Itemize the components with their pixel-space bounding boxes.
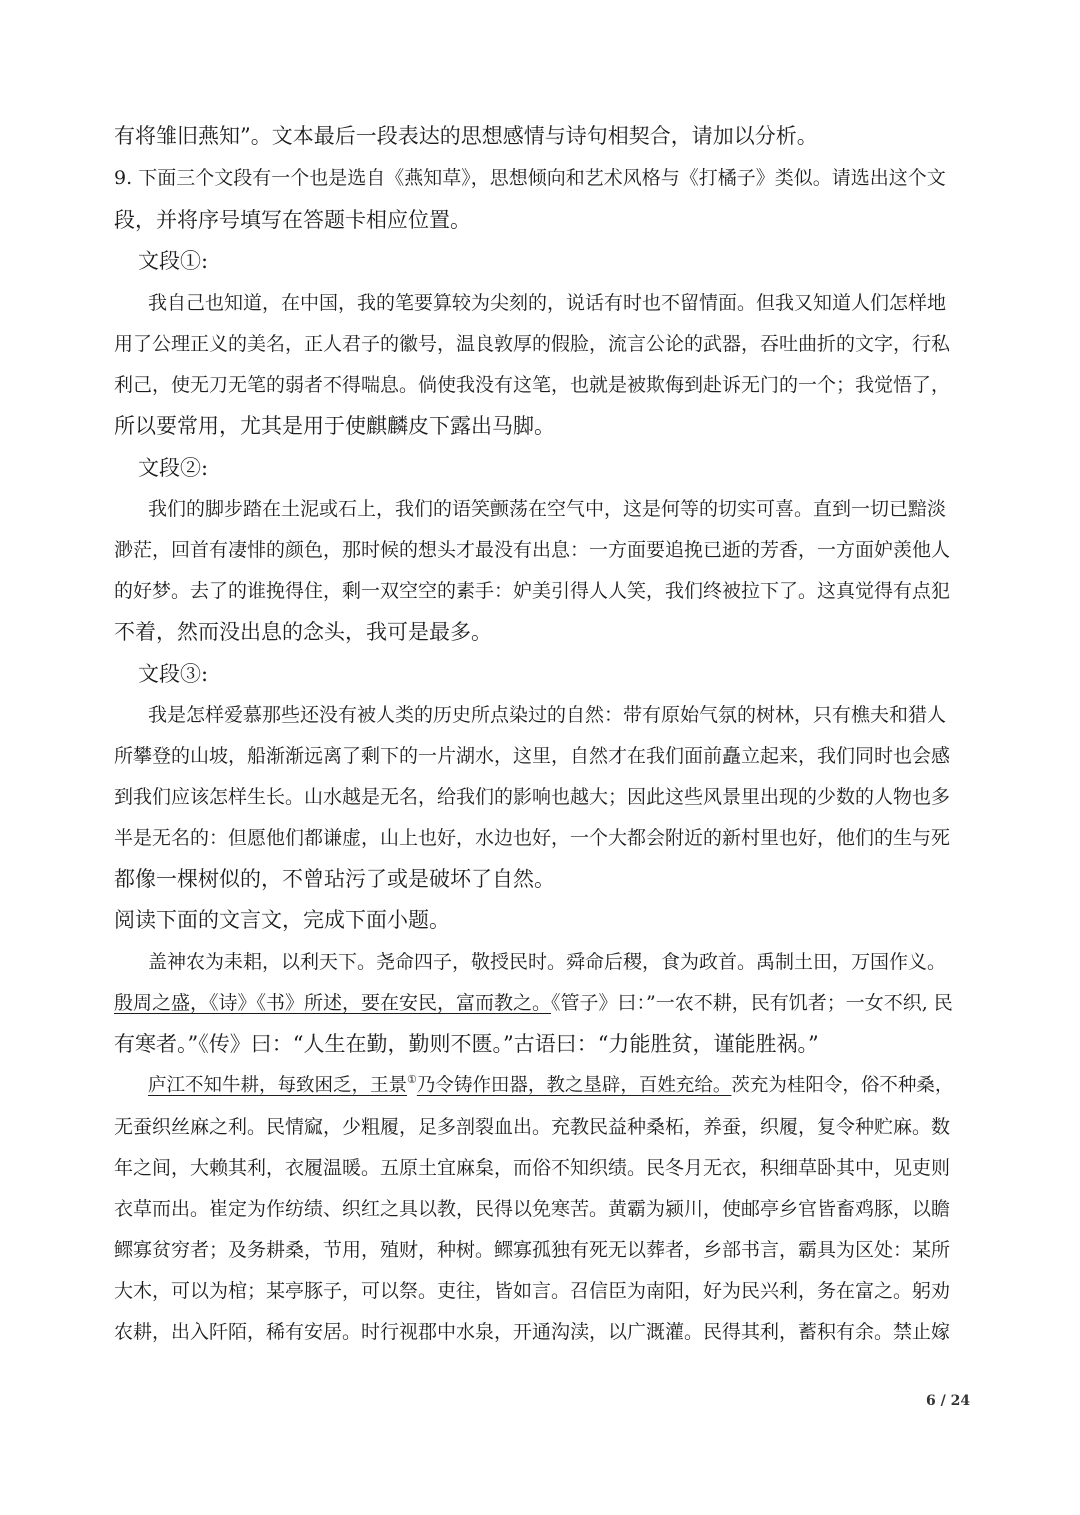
classical-p1-line: 有寒者。”《传》曰：“人生在勤，勤则不匮。”古语曰：“力能胜贫，谨能胜祸。” bbox=[114, 1032, 819, 1056]
classical-p2-line: 无蚕织丝麻之利。民情窳，少粗履，足多剖裂血出。充教民益种桑柘，养蚕，织履，复令种贮麻。数 bbox=[114, 1116, 951, 1138]
classical-p2-line: 年之间，大赖其利，衣履温暖。五原土宜麻枲，而俗不知织绩。民冬月无衣，积细草卧其中，见吏则 bbox=[114, 1157, 951, 1179]
passage-2-line: 我们的脚步踏在土泥或石上，我们的语笑颤荡在空气中，这是何等的切实可喜。直到一切已黯淡 bbox=[148, 498, 947, 520]
passage-3-label: 文段③: bbox=[138, 662, 209, 686]
footnote-marker: ① bbox=[407, 1073, 417, 1086]
passage-3-line: 都像一棵树似的，不曾玷污了或是破坏了自然。 bbox=[114, 867, 555, 891]
underlined-sentence: 庐江不知牛耕，每致困乏，王景 bbox=[148, 1075, 408, 1096]
passage-1-line: 我自己也知道，在中国，我的笔要算较为尖刻的，说话有时也不留情面。但我又知道人们怎样地 bbox=[148, 292, 947, 314]
classical-text: 《管子》曰：”一农不耕，民有饥者；一女不织, 民 bbox=[551, 992, 953, 1014]
classical-p2-line: 衣草而出。崔定为作纺绩、织红之具以教，民得以免寒苦。黄霸为颍川，使邮亭乡官皆畜鸡豚，以瞻 bbox=[114, 1198, 951, 1220]
question-9-line-1 bbox=[114, 163, 946, 193]
passage-1-line: 利己，使无刀无笔的弱者不得喘息。倘使我没有这笔，也就是被欺侮到赴诉无门的一个；我觉悟了， bbox=[114, 374, 951, 396]
classical-text: 茨充为桂阳令，俗不种桑， bbox=[731, 1075, 954, 1096]
passage-3-line: 我是怎样爱慕那些还没有被人类的历史所点染过的自然：带有原始气氛的树林，只有樵夫和猎人 bbox=[148, 704, 947, 726]
passage-1-line: 用了公理正义的美名，正人君子的徽号，温良敦厚的假脸，流言公论的武器，吞吐曲折的文字，行私 bbox=[114, 333, 951, 355]
question-8-tail: 有将雏旧燕知”。文本最后一段表达的思想感情与诗句相契合，请加以分析。 bbox=[114, 124, 818, 148]
classical-p2-line: 大木，可以为棺；某亭豚子，可以祭。吏往，皆如言。召信臣为南阳，好为民兴利，务在富之。躬劝 bbox=[114, 1280, 951, 1302]
question-9-line-2: 段，并将序号填写在答题卡相应位置。 bbox=[114, 208, 471, 232]
question-9-number: 9. bbox=[114, 167, 133, 189]
classical-p1-line bbox=[114, 988, 953, 1018]
question-9-text: 下面三个文段有一个也是选自《燕知草》，思想倾向和艺术风格与《打橘子》类似。请选出这个文 bbox=[138, 167, 946, 189]
passage-3-line: 半是无名的：但愿他们都谦虚，山上也好，水边也好，一个大都会附近的新村里也好，他们的生与死 bbox=[114, 827, 951, 849]
passage-2-line: 渺茫，回首有凄悱的颜色，那时候的想头才最没有出息：一方面要追挽已逝的芳香，一方面妒羡他人 bbox=[114, 539, 951, 561]
passage-1-label: 文段①: bbox=[138, 249, 209, 273]
classical-p2-line: 鳏寡贫穷者；及务耕桑，节用，殖财，种树。鳏寡孤独有死无以葬者，乡部书言，霸具为区处：某所 bbox=[114, 1239, 951, 1261]
classical-p2-line bbox=[148, 1071, 953, 1101]
classical-p2-line: 农耕，出入阡陌，稀有安居。时行视郡中水泉，开通沟渎，以广溉灌。民得其利，蓄积有余。禁止嫁 bbox=[114, 1321, 951, 1343]
page-number: 6 / 24 bbox=[926, 1393, 971, 1409]
passage-3-line: 到我们应该怎样生长。山水越是无名，给我们的影响也越大；因此这些风景里出现的少数的人物也多 bbox=[114, 786, 951, 808]
passage-2-line: 的好梦。去了的谁挽得住，剩一双空空的素手：妒美引得人人笑，我们终被拉下了。这真觉得有点犯 bbox=[114, 580, 951, 602]
classical-intro: 阅读下面的文言文，完成下面小题。 bbox=[114, 908, 450, 932]
passage-1-line: 所以要常用，尤其是用于使麒麟皮下露出马脚。 bbox=[114, 414, 555, 438]
passage-2-label: 文段②: bbox=[138, 456, 209, 480]
passage-3-line: 所攀登的山坡，船渐渐远离了剩下的一片湖水，这里，自然才在我们面前矗立起来，我们同时也会感 bbox=[114, 745, 951, 767]
underlined-sentence: 乃令铸作田器，教之垦辟，百姓充给。 bbox=[416, 1075, 732, 1096]
passage-2-line: 不着，然而没出息的念头，我可是最多。 bbox=[114, 620, 492, 644]
underlined-sentence: 殷周之盛，《诗》《书》所述，要在安民，富而教之。 bbox=[114, 992, 552, 1014]
classical-p1-line: 盖神农为耒耜，以利天下。尧命四子，敬授民时。舜命后稷，食为政首。禹制土田，万国作义。 bbox=[148, 951, 947, 973]
